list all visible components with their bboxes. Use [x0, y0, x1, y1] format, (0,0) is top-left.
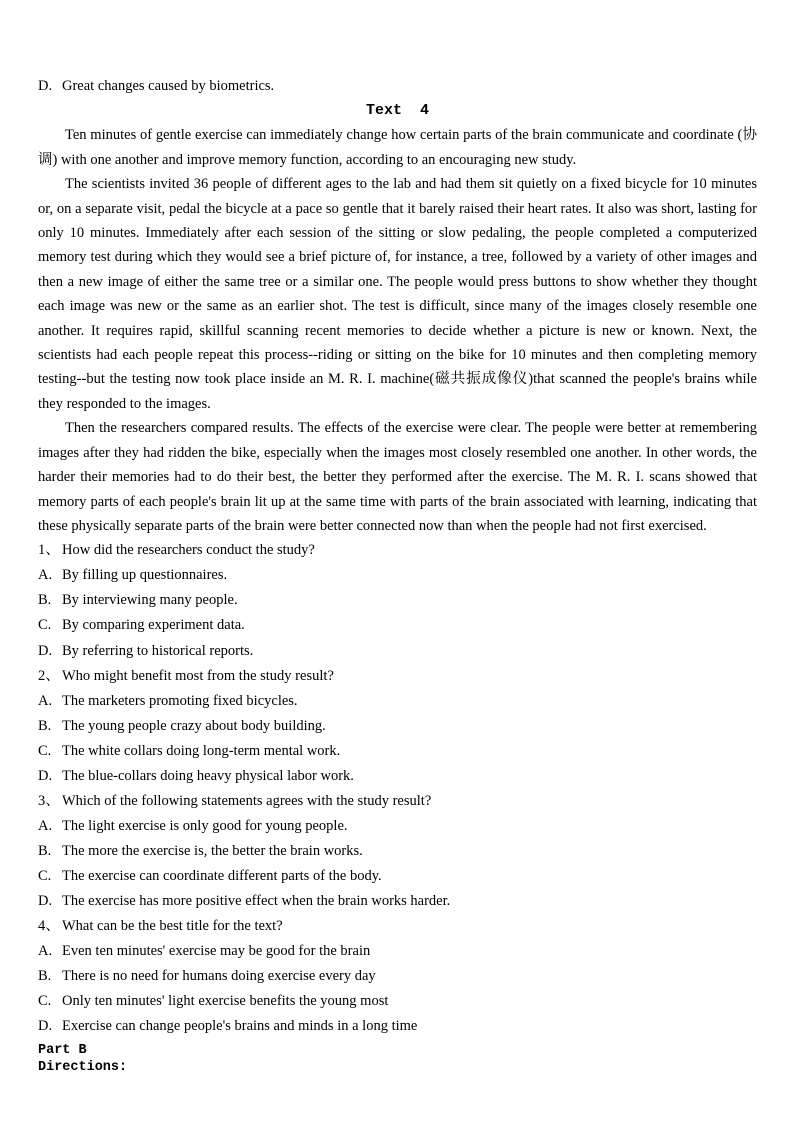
option-text: The marketers promoting fixed bicycles.	[62, 692, 298, 709]
option-label: B.	[38, 592, 52, 609]
option-label: D.	[38, 767, 53, 784]
option-label: A.	[38, 817, 53, 834]
option-text: There is no need for humans doing exercise every day	[62, 968, 376, 985]
question-2-option-b	[38, 714, 757, 739]
question-2-option-d	[38, 764, 757, 789]
prev-option-label: D.	[38, 78, 53, 94]
directions-label: Directions:	[38, 1059, 128, 1075]
question-4-option-d	[38, 1014, 757, 1039]
option-text: The more the exercise is, the better the brain works.	[62, 842, 363, 859]
option-label: D.	[38, 892, 53, 909]
option-label: C.	[38, 993, 52, 1010]
question-2-number: 2、	[38, 667, 60, 684]
question-3-option-b	[38, 839, 757, 864]
question-1-option-b	[38, 588, 757, 613]
option-label: A.	[38, 567, 53, 584]
question-3-stem: Which of the following statements agrees with the study result?	[62, 792, 432, 809]
option-label: B.	[38, 968, 52, 985]
option-label: C.	[38, 867, 52, 884]
question-3-number: 3、	[38, 792, 60, 809]
option-label: A.	[38, 943, 53, 960]
option-text: The young people crazy about body building.	[62, 717, 326, 734]
question-1-stem-line	[38, 538, 757, 563]
part-b-section	[38, 1043, 757, 1076]
option-text: Exercise can change people's brains and minds in a long time	[62, 1018, 418, 1035]
question-4-number: 4、	[38, 918, 60, 935]
option-label: B.	[38, 842, 52, 859]
option-text: The white collars doing long-term mental work.	[62, 742, 341, 759]
option-text: Only ten minutes' light exercise benefits the young most	[62, 993, 389, 1010]
option-text: Even ten minutes' exercise may be good for the brain	[62, 943, 371, 960]
question-3-option-a	[38, 814, 757, 839]
part-b-label: Part B	[38, 1043, 87, 1059]
option-label: C.	[38, 742, 52, 759]
option-label: A.	[38, 692, 53, 709]
question-4-stem: What can be the best title for the text?	[62, 918, 283, 935]
option-label: B.	[38, 717, 52, 734]
question-3-stem-line	[38, 789, 757, 814]
question-4-stem-line	[38, 914, 757, 939]
question-2-option-c	[38, 739, 757, 764]
question-1-option-a	[38, 563, 757, 588]
question-2-stem-line	[38, 664, 757, 689]
question-1-number: 1、	[38, 542, 60, 559]
question-2-option-a	[38, 689, 757, 714]
option-text: By referring to historical reports.	[62, 642, 254, 659]
option-text: The exercise has more positive effect when the brain works harder.	[62, 892, 451, 909]
option-text: By interviewing many people.	[62, 592, 238, 609]
option-label: C.	[38, 617, 52, 634]
prev-option-line	[38, 74, 757, 98]
paragraph-2: The scientists invited 36 people of different ages to the lab and had them sit quietly on a fixed bicycle for 10 minutes or, on a separate visit, pedal the bicycle at a pace so gentle that it barely raised their heart rates. It also was short, lasting for only 10 minutes. Immediately after each session of the sitting or slow pedaling, the people completed a computerized memory test during which they would see a brief picture of, for instance, a tree, followed by a variety of other images and then a new image of either the same tree or a similar one. The people would press buttons to show whether they thought each image was new or the same as an earlier shot. The test is difficult, since many of the images closely resemble one another. It requires rapid, skillful scanning recent memories to decide whether a picture is new or known. Next, the scientists had each people repeat this process--riding or sitting on the bike for 10 minutes and then completing memory testing--but the testing now took place inside an M. R. I. machine(磁共振成像仪)that scanned the people's brains while they responded to the images.	[38, 176, 757, 412]
text4-heading: Text 4	[365, 102, 429, 120]
question-2-stem: Who might benefit most from the study result?	[62, 667, 334, 684]
option-text: By filling up questionnaires.	[62, 567, 228, 584]
option-label: D.	[38, 642, 53, 659]
paragraph-3: Then the researchers compared results. The effects of the exercise were clear. The people were better at remembering images after they had ridden the bike, especially when the images most closely resembled one another. In other words, the harder their memories had to do their best, the better they performed after the exercise. The M. R. I. scans showed that memory parts of each people's brain lit up at the same time with parts of the brain associated with learning, indicating that these physically separate parts of the brain were better connected now than when the people had not first exercised.	[38, 420, 757, 534]
question-1-option-d	[38, 639, 757, 664]
option-text: The exercise can coordinate different parts of the body.	[62, 867, 382, 884]
paragraph-1: Ten minutes of gentle exercise can immediately change how certain parts of the brain communicate and coordinate (协调) with one another and improve memory function, according to an encouraging new study.	[38, 127, 757, 168]
question-4-option-c	[38, 989, 757, 1014]
question-4-option-a	[38, 939, 757, 964]
questions-section	[38, 538, 757, 1039]
question-1-option-c	[38, 613, 757, 638]
option-text: The blue-collars doing heavy physical labor work.	[62, 767, 354, 784]
option-label: D.	[38, 1018, 53, 1035]
option-text: By comparing experiment data.	[62, 617, 245, 634]
question-1-stem: How did the researchers conduct the study?	[62, 542, 315, 559]
question-3-option-d	[38, 889, 757, 914]
option-text: The light exercise is only good for young people.	[62, 817, 348, 834]
question-4-option-b	[38, 964, 757, 989]
question-3-option-c	[38, 864, 757, 889]
prev-option-text: Great changes caused by biometrics.	[62, 78, 275, 94]
